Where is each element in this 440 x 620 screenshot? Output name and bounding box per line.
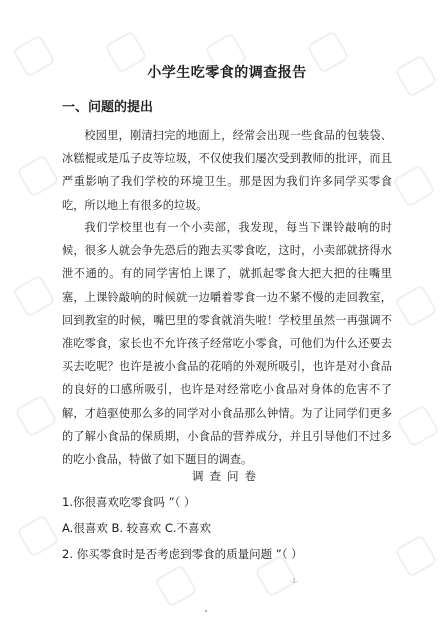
survey-question-2: 2. 你买零食时是否考虑到零食的质量问题 ”（ ） bbox=[62, 547, 303, 561]
section-heading: 一、问题的提出 bbox=[62, 100, 154, 115]
watermark-icon bbox=[394, 534, 438, 578]
watermark-icon bbox=[392, 164, 436, 208]
watermark-icon bbox=[154, 564, 198, 608]
scan-speck bbox=[205, 610, 207, 612]
watermark-icon bbox=[396, 404, 440, 448]
watermark-icon bbox=[16, 514, 60, 558]
paragraph-2: 我们学校里也有一个小卖部，我发现，每当下课铃敲响的时候，很多人就会争先恐后的跑去买零食吃，这时，小卖部就挤得水泄不通的。有的同学害怕上课了，就抓起零食大把大把的往嘴里塞，上课铃敲响的时候就一边嚼着零食一边不紧不慢的走回教室，回到教室的时候，嘴巴里的零食就消失啦！学校里虽然一再强调不准吃零食，家长也不允许孩子经常吃小零食，可他们为什么还要去买去吃呢？也许是被小食品的花哨的外观所吸引，也许是对小食品的良好的口感所吸引，也许是对经常吃小食品对身体的危害不了解，才趋驱使那么多的同学对小食品那么钟情。为了让同学们更多的了解小食品的保质期，小食品的营养成分，并且引导他们不过多的吃小食品，特做了如下题目的调查。 bbox=[62, 221, 392, 467]
watermark-icon bbox=[394, 54, 438, 98]
page-number: -1- bbox=[290, 578, 299, 585]
watermark-icon bbox=[12, 34, 56, 78]
watermark-icon bbox=[16, 154, 60, 198]
watermark-icon bbox=[14, 394, 58, 438]
survey-question-1: 1.你很喜欢吃零食吗 ”（ ） bbox=[62, 495, 196, 509]
survey-question-1-options: A.很喜欢 B. 较喜欢 C.不喜欢 bbox=[62, 521, 212, 535]
document-title: 小学生吃零食的调查报告 bbox=[147, 65, 307, 81]
watermark-icon bbox=[394, 284, 438, 328]
paragraph-1: 校园里，刚清扫完的地面上，经常会出现一些食品的包装袋、冰糕棍或是瓜子皮等垃圾，不仅使我们屡次受到教师的批评，而且严重影响了我们学校的环境卫生。那是因为我们许多同学买零食吃，所以地上有很多的垃圾。 bbox=[62, 129, 392, 212]
survey-title: 调查问卷 bbox=[192, 469, 262, 483]
watermark-icon bbox=[12, 274, 56, 318]
